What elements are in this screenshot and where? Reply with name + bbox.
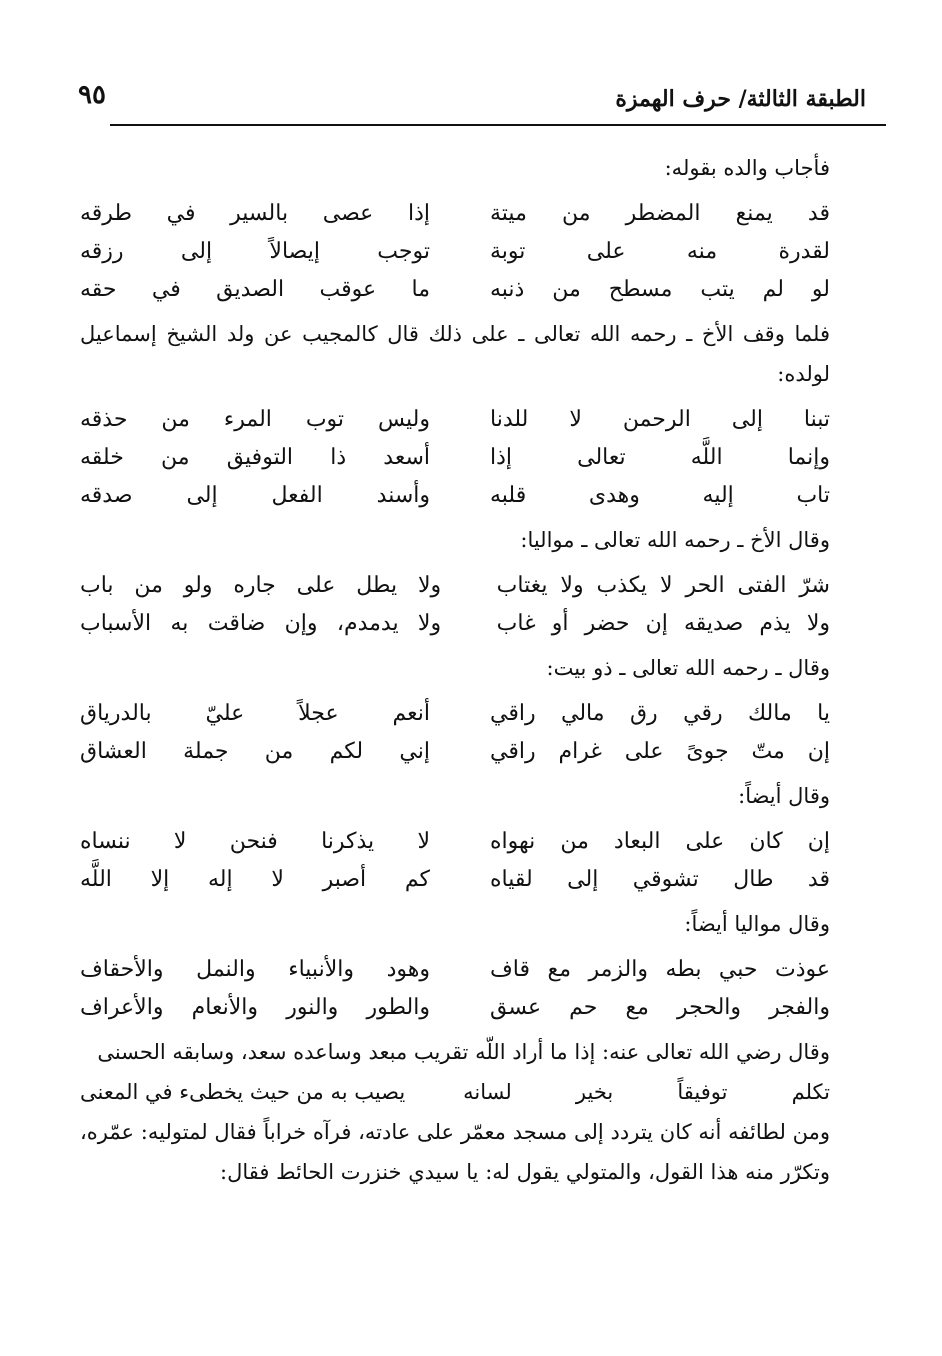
second-hemistich: إني لكم من جملة العشاق bbox=[80, 738, 430, 764]
running-title: الطبقة الثالثة/ حرف الهمزة bbox=[615, 86, 866, 112]
verse-line bbox=[80, 694, 830, 732]
poem-introduction: فأجاب والده بقوله: bbox=[664, 156, 830, 180]
second-hemistich: وليس توب المرء من حذقه bbox=[80, 406, 430, 432]
first-hemistich: تكلم توفيقاً بخير لسانه bbox=[463, 1080, 830, 1104]
first-hemistich: وإنما اللَّه تعالى إذا bbox=[490, 444, 830, 470]
second-hemistich: ولا يطل على جاره ولو من باب bbox=[80, 572, 442, 598]
second-hemistich: ما عوقب الصديق في حقه bbox=[80, 276, 430, 302]
verse-line bbox=[80, 270, 830, 308]
prose-paragraph: وقال رضي الله تعالى عنه: إذا ما أراد اللّه تقريب مبعد وساعده سعد، وسابقه الحسنى bbox=[97, 1040, 830, 1064]
poem-introduction: وقال أيضاً: bbox=[738, 784, 830, 808]
verse-line bbox=[80, 604, 830, 642]
poem-introduction: وقال مواليا أيضاً: bbox=[684, 912, 830, 936]
second-hemistich: توجب إيصالاً إلى رزقه bbox=[80, 238, 430, 264]
first-hemistich: قد يمنع المضطر من ميتة bbox=[490, 200, 830, 226]
poem bbox=[80, 950, 830, 1026]
second-hemistich: وهود والأنبياء والنمل والأحقاف bbox=[80, 956, 430, 982]
verse-line bbox=[80, 732, 830, 770]
poem bbox=[80, 194, 830, 308]
second-hemistich: أسعد ذا التوفيق من خلقه bbox=[80, 444, 430, 470]
second-hemistich: لا يذكرنا فنحن لا ننساه bbox=[80, 828, 430, 854]
poem-introduction: وقال ـ رحمه الله تعالى ـ ذو بيت: bbox=[546, 656, 830, 680]
first-hemistich: قد طال تشوقي إلى لقياه bbox=[490, 866, 830, 892]
prose-paragraph: فلما وقف الأخ ـ رحمه الله تعالى ـ على ذلك قال كالمجيب عن ولد الشيخ إسماعيل لولده: bbox=[80, 322, 830, 386]
first-hemistich: ولا يذم صديقه إن حضر أو غاب bbox=[496, 610, 830, 636]
second-hemistich: كم أصبر لا إله إلا اللَّه bbox=[80, 866, 430, 892]
first-hemistich: شرّ الفتى الحر لا يكذب ولا يغتاب bbox=[496, 572, 830, 598]
verse-line bbox=[80, 860, 830, 898]
second-hemistich: إذا عصى بالسير في طرقه bbox=[80, 200, 430, 226]
header-rule bbox=[110, 124, 886, 126]
verse-line bbox=[80, 194, 830, 232]
poem bbox=[80, 400, 830, 514]
second-hemistich: ولا يدمدم، وإن ضاقت به الأسباب bbox=[80, 610, 442, 636]
first-hemistich: إن متّ جوىً على غرام راقي bbox=[490, 738, 830, 764]
page-header bbox=[70, 80, 872, 124]
poem bbox=[80, 566, 830, 642]
verse-line bbox=[80, 232, 830, 270]
page-body bbox=[80, 148, 830, 1192]
first-hemistich: تبنا إلى الرحمن لا للدنا bbox=[490, 406, 830, 432]
verse-line bbox=[80, 438, 830, 476]
verse-line bbox=[80, 988, 830, 1026]
verse-line bbox=[80, 950, 830, 988]
second-hemistich: أنعم عجلاً عليّ بالدرياق bbox=[80, 700, 430, 726]
first-hemistich: يا مالك رقي رق مالي راقي bbox=[490, 700, 830, 726]
second-hemistich: وأسند الفعل إلى صدقه bbox=[80, 482, 430, 508]
page-number: ٩٥ bbox=[78, 80, 106, 110]
first-hemistich: لو لم يتب مسطح من ذنبه bbox=[490, 276, 830, 302]
second-hemistich: والطور والنور والأنعام والأعراف bbox=[80, 994, 430, 1020]
poem bbox=[80, 694, 830, 770]
first-hemistich: والفجر والحجر مع حم عسق bbox=[490, 994, 830, 1020]
prose-paragraph: ومن لطائفه أنه كان يتردد إلى مسجد معمّر على عادته، فرآه خراباً فقال لمتوليه: عمّره، وتكرّر منه هذا القول، والمتولي يقول له: يا سيدي خنزرت الحائط فقال: bbox=[80, 1120, 830, 1184]
verse-line bbox=[80, 566, 830, 604]
first-hemistich: إن كان على البعاد من نهواه bbox=[490, 828, 830, 854]
first-hemistich: تاب إليه وهدى قلبه bbox=[490, 482, 830, 508]
first-hemistich: عوذت حبي بطه والزمر مع قاف bbox=[490, 956, 830, 982]
verse-line bbox=[80, 1072, 830, 1112]
verse-line bbox=[80, 822, 830, 860]
verse-line bbox=[80, 476, 830, 514]
first-hemistich: لقدرة منه على توبة bbox=[490, 238, 830, 264]
second-hemistich: يصيب به من حيث يخطىء في المعنى bbox=[80, 1080, 406, 1104]
poem bbox=[80, 822, 830, 898]
poem-introduction: وقال الأخ ـ رحمه الله تعالى ـ مواليا: bbox=[520, 528, 830, 552]
verse-line bbox=[80, 400, 830, 438]
